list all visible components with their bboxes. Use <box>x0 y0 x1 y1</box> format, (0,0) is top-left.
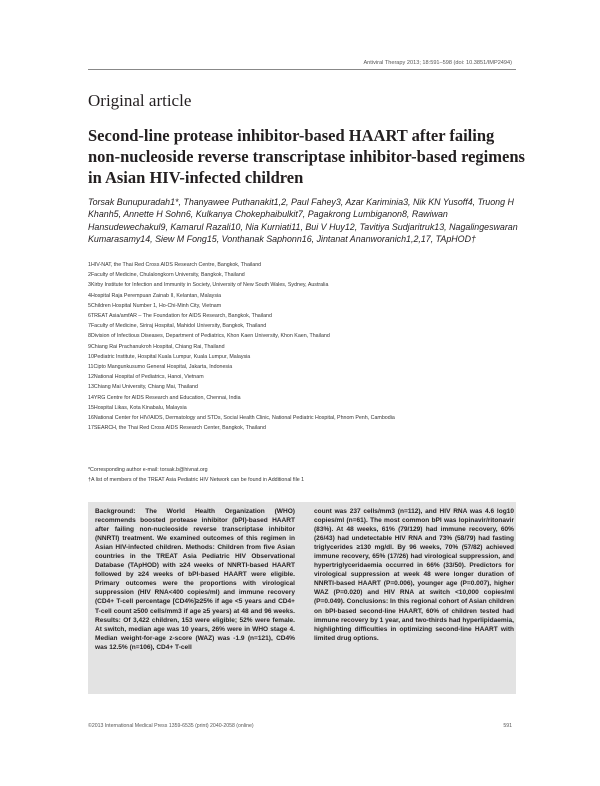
abstract-column-left <box>95 507 295 652</box>
page-number: 591 <box>503 723 512 729</box>
abstract-text-left: Background: The World Health Organization (WHO) recommends boosted protease inhibitor (bPI)-based HAART after failing non-nucleoside reverse transcriptase inhibitor (NNRTI) treatment. We examined outcomes of this regimen in Asian HIV-infected children. Methods: Children from five Asian countries in the TREAT Asia Pediatric HIV Observational Database (TApHOD) with ≥24 weeks of NNRTI-based HAART followed by ≥24 weeks of bPI-based HAART were eligible. Primary outcomes were the proportions with virological suppression (HIV RNA<400 copies/ml) and immune recovery (CD4+ T-cell percentage [CD4%]≥25% if age <5 years and CD4+ T-cell count ≥500 cells/mm3 if age ≥5 years) at 48 and 96 weeks. Results: Of 3,422 children, 153 were eligible; 52% were female. At switch, median age was 10 years, 26% were in WHO stage 4. Median weight-for-age z-score (WAZ) was -1.9 (n=121), CD4% was 12.5% (n=106), CD4+ T-cell <box>95 508 295 651</box>
affiliation-item: 2Faculty of Medicine, Chulalongkorn University, Bangkok, Thailand <box>88 272 245 279</box>
affiliation-item: 11Cipto Mangunkusumo General Hospital, Jakarta, Indonesia <box>88 364 233 371</box>
affiliation-item: 5Children Hospital Number 1, Ho-Chi-Minh City, Vietnam <box>88 302 222 309</box>
affiliation-item: 16National Center for HIV/AIDS, Dermatology and STDs, Social Health Clinic, National Pediatric Hospital, Phnom Penh, Cambodia <box>88 415 395 422</box>
affiliation-item: 6TREAT Asia/amfAR – The Foundation for AIDS Research, Bangkok, Thailand <box>88 313 272 320</box>
author-notes <box>88 465 518 485</box>
article-title: Second-line protease inhibitor-based HAART after failing non-nucleoside reverse transcriptase inhibitor-based regimens in Asian HIV-infected children <box>88 126 525 187</box>
abstract-text-right: count was 237 cells/mm3 (n=112), and HIV RNA was 4.6 log10 copies/ml (n=61). The most common bPI was lopinavir/ritonavir (83%). At 48 weeks, 61% (79/129) had immune recovery, 60% (26/43) had undetectable HIV RNA and 73% (58/79) had fasting triglycerides ≥130 mg/dl. By 96 weeks, 70% (57/82) achieved immune recovery, 65% (17/26) had virological suppression, and hypertriglyceridaemia occurred in 66% (33/50). Predictors for virological suppression at week 48 were longer duration of NNRTI-based HAART (P=0.006), younger age (P=0.007), higher WAZ (P=0.020) and HIV RNA at switch <10,000 copies/ml (P=0.049). Conclusions: In this regional cohort of Asian children on bPI-based second-line HAART, 60% of children tested had immune recovery by 1 year, and two-thirds had hyperlipidaemia, highlighting difficulties in optimizing second-line HAART with limited drug options. <box>314 508 514 642</box>
header-rule <box>88 69 516 70</box>
abstract-column-right <box>314 507 514 643</box>
affiliation-item: 1HIV-NAT, the Thai Red Cross AIDS Research Centre, Bangkok, Thailand <box>88 262 262 268</box>
affiliation-item: 15Hospital Likas, Kota Kinabalu, Malaysia <box>88 404 187 411</box>
affiliation-item: 13Chiang Mai University, Chiang Mai, Thailand <box>88 384 198 391</box>
running-head: Antiviral Therapy 2013; 18:591–598 (doi: 10.3851/IMP2494) <box>363 60 512 66</box>
consortium-note: †A list of members of the TREAT Asia Pediatric HIV Network can be found in Additional file 1 <box>88 477 305 484</box>
affiliation-item: 7Faculty of Medicine, Siriraj Hospital, Mahidol University, Bangkok, Thailand <box>88 323 267 330</box>
affiliation-item: 9Chiang Rai Prachanukroh Hospital, Chiang Rai, Thailand <box>88 343 225 350</box>
affiliation-item: 10Pediatric Institute, Hospital Kuala Lumpur, Kuala Lumpur, Malaysia <box>88 353 251 360</box>
affiliation-list <box>88 260 518 433</box>
affiliation-item: 4Hospital Raja Perempuan Zainab II, Kelantan, Malaysia <box>88 292 222 299</box>
affiliation-item: 17SEARCH, the Thai Red Cross AIDS Research Center, Bangkok, Thailand <box>88 425 266 432</box>
affiliation-item: 14YRG Centre for AIDS Research and Education, Chennai, India <box>88 394 241 401</box>
section-label: Original article <box>88 91 192 110</box>
correspondence-note: *Corresponding author e-mail: torsak.b@hivnat.org <box>88 467 208 473</box>
affiliation-item: 8Division of Infectious Diseases, Department of Pediatrics, Khon Kaen University, Khon Kaen, Thailand <box>88 333 330 340</box>
affiliation-item: 3Kirby Institute for Infection and Immunity in Society, University of New South Wales, Sydney, Australia <box>88 282 329 289</box>
copyright-footer: ©2013 International Medical Press 1359-6535 (print) 2040-2058 (online) <box>88 723 254 729</box>
affiliation-item: 12National Hospital of Pediatrics, Hanoi, Vietnam <box>88 374 204 381</box>
author-list: Torsak Bunupuradah1*, Thanyawee Puthanakit1,2, Paul Fahey3, Azar Kariminia3, Nik KN Yusoff4, Truong H Khanh5, Annette H Sohn6, Kulkanya Chokephaibulkit7, Pagakrong Lumbiganon8, Rawiwan Hansudewechakul9, Kamarul Razali10, Nia Kurniati11, Bui V Huy12, Tavitiya Sudjaritruk13, Nagalingeswaran Kumarasamy14, Siew M Fong15, Vonthanak Saphonn16, Jintanat Ananworanich1,2,17, TApHOD† <box>88 197 518 245</box>
